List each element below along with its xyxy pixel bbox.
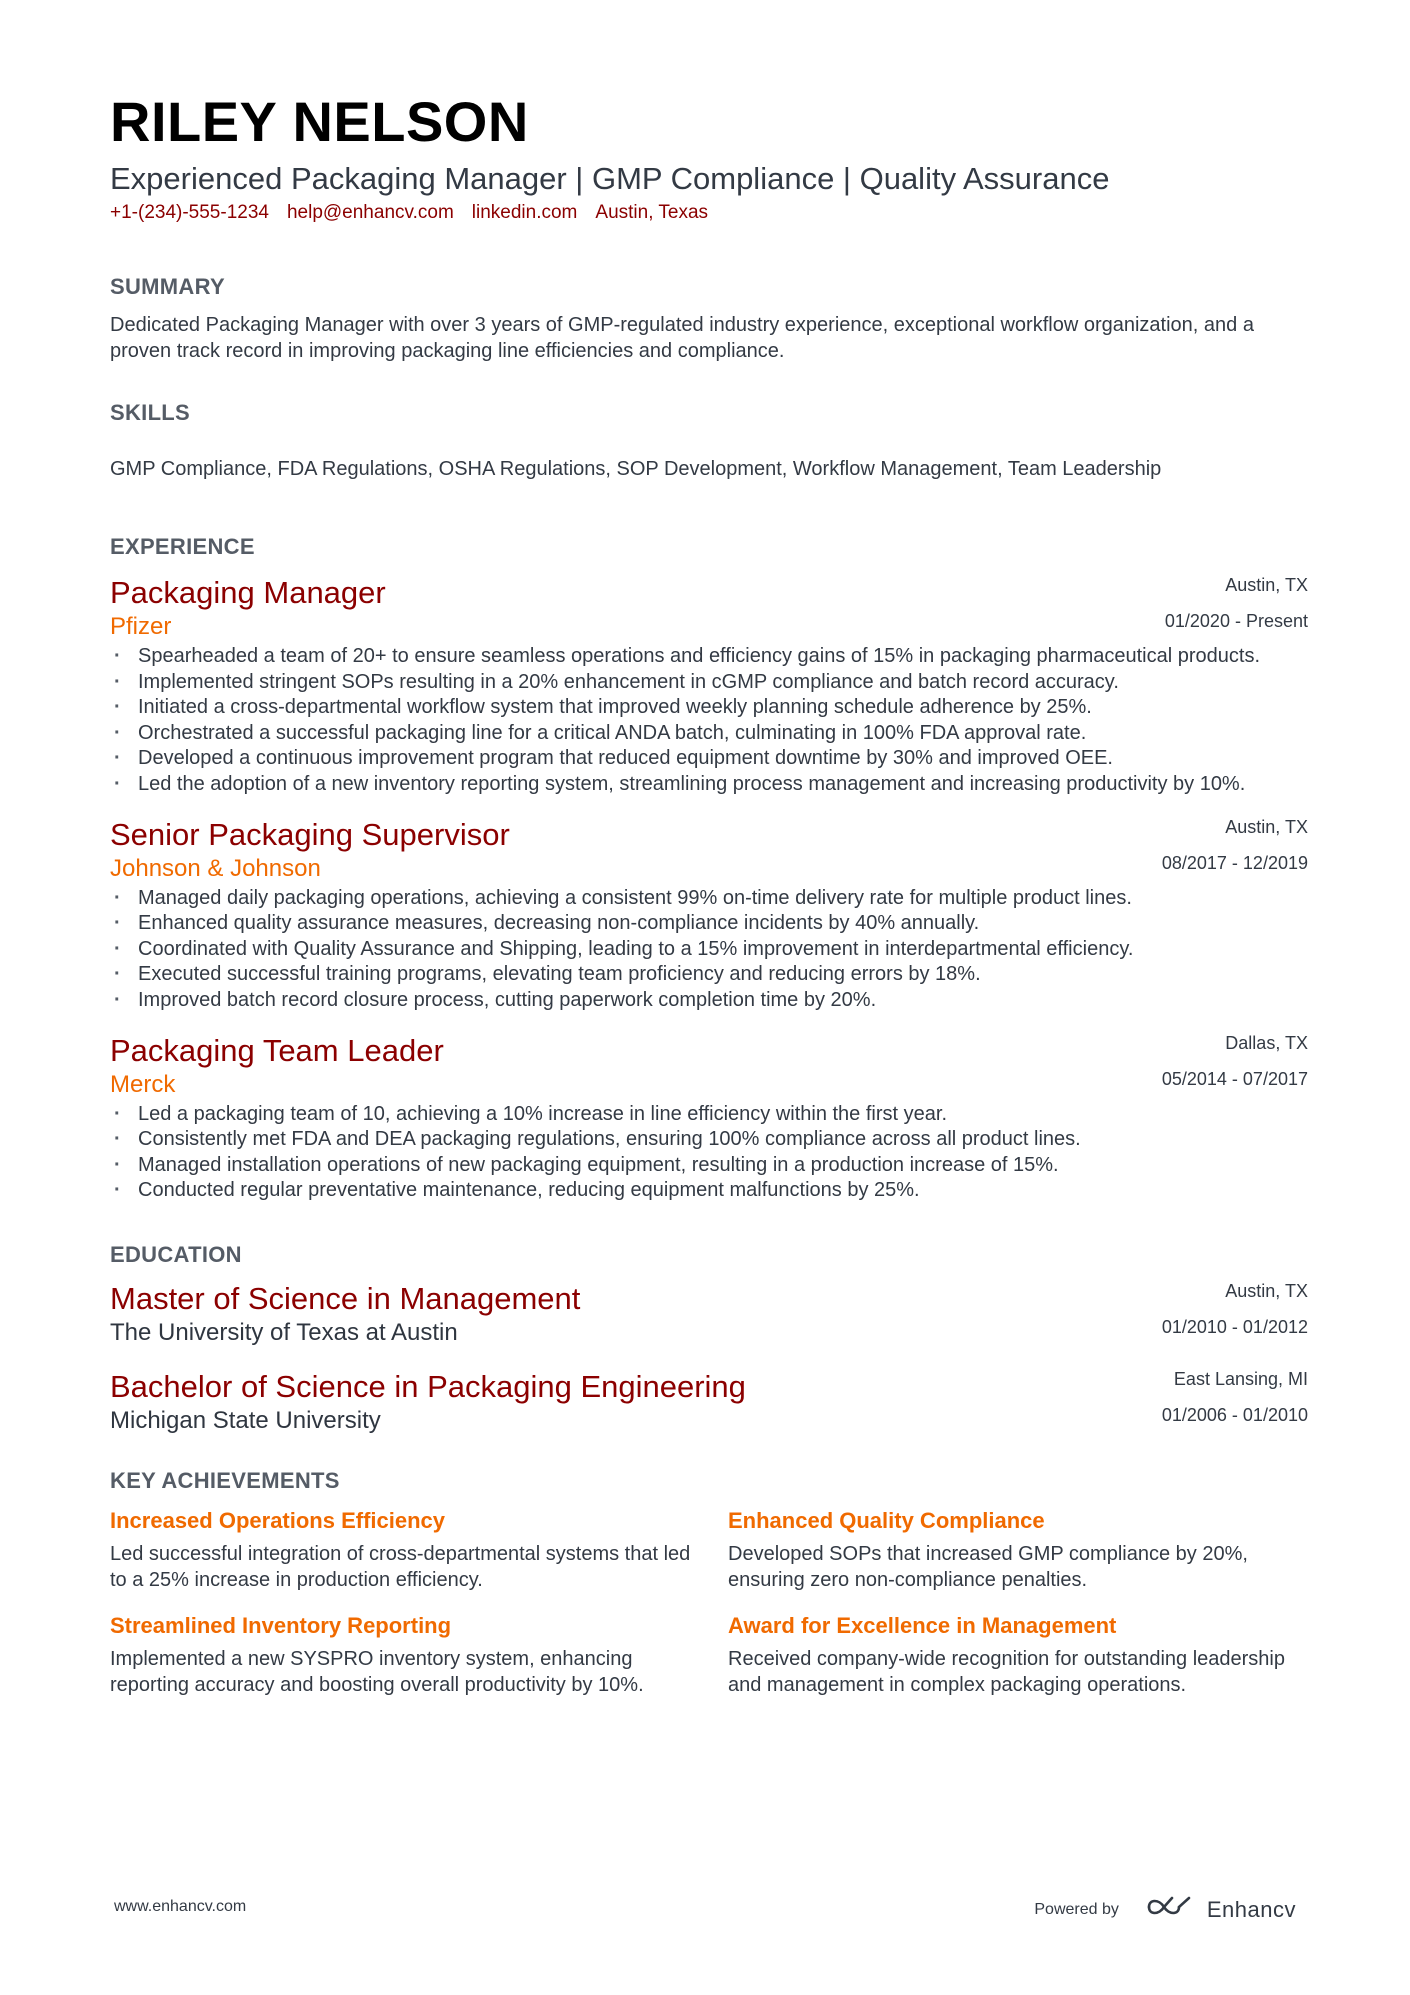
job-bullet: · Implemented stringent SOPs resulting in a 20% enhancement in cGMP compliance and batch record accuracy. <box>110 670 1308 696</box>
contact-linkedin[interactable]: linkedin.com <box>471 202 578 224</box>
achievement-text: Received company-wide recognition for outstanding leadership and management in complex packaging operations. <box>728 1648 1285 1696</box>
job-bullet: · Improved batch record closure process, cutting paperwork completion time by 20%. <box>110 988 1308 1014</box>
candidate-name: RILEY NELSON <box>110 90 529 153</box>
achievement-text: Led successful integration of cross-departmental systems that led to a 25% increase in production efficiency. <box>110 1543 691 1591</box>
job-role: Packaging Team Leader <box>110 1032 444 1068</box>
job-company: Johnson & Johnson <box>110 854 321 882</box>
education-entry <box>110 1280 1308 1346</box>
education-school: The University of Texas at Austin <box>110 1319 458 1346</box>
job-bullet: · Led the adoption of a new inventory reporting system, streamlining process management and increasing productivity by 10%. <box>110 772 1308 798</box>
job-dates: 08/2017 - 12/2019 <box>1161 852 1308 873</box>
job-company: Pfizer <box>110 613 172 641</box>
job-role: Senior Packaging Supervisor <box>110 816 510 852</box>
job-location: Dallas, TX <box>1225 1032 1308 1053</box>
achievement-item <box>728 1506 1308 1593</box>
enhancv-brand-name: Enhancv <box>1206 1896 1296 1922</box>
job-role: Packaging Manager <box>110 575 386 611</box>
achievement-title: Streamlined Inventory Reporting <box>110 1613 452 1639</box>
education-degree: Master of Science in Management <box>110 1281 581 1316</box>
contact-location: Austin, Texas <box>595 202 709 224</box>
education-heading: EDUCATION <box>110 1242 242 1267</box>
education-entry <box>110 1368 1308 1434</box>
job-bullet: · Coordinated with Quality Assurance and Shipping, leading to a 15% improvement in interdepartmental efficiency. <box>110 937 1308 963</box>
achievement-text: Implemented a new SYSPRO inventory system, enhancing reporting accuracy and boosting overall productivity by 10%. <box>110 1648 644 1696</box>
achievement-title: Award for Excellence in Management <box>728 1613 1117 1639</box>
job-bullet: · Initiated a cross-departmental workflow system that improved weekly planning schedule adherence by 25%. <box>110 695 1308 721</box>
job-bullet: · Conducted regular preventative maintenance, reducing equipment malfunctions by 25%. <box>110 1178 1308 1204</box>
skills-heading: SKILLS <box>110 400 191 426</box>
job-location: Austin, TX <box>1225 816 1308 837</box>
job-company: Merck <box>110 1070 176 1098</box>
experience-section <box>110 534 1308 1204</box>
achievement-item <box>110 1611 728 1698</box>
job-bullets <box>110 644 1308 798</box>
job-bullet: · Executed successful training programs, elevating team proficiency and reducing errors by 18%. <box>110 962 1308 988</box>
job-entry <box>110 1032 1308 1204</box>
education-dates: 01/2006 - 01/2010 <box>1161 1405 1308 1425</box>
skills-section <box>110 400 1308 482</box>
contact-email[interactable]: help@enhancv.com <box>286 202 454 224</box>
job-bullet: · Managed installation operations of new packaging equipment, resulting in a production increase of 15%. <box>110 1153 1308 1179</box>
job-dates: 01/2020 - Present <box>1164 611 1308 632</box>
job-bullets <box>110 1102 1308 1204</box>
achievement-text: Developed SOPs that increased GMP compliance by 20%, ensuring zero non-compliance penalties. <box>728 1543 1248 1591</box>
job-entry <box>110 574 1308 798</box>
candidate-title: Experienced Packaging Manager | GMP Compliance | Quality Assurance <box>110 161 1110 196</box>
powered-by-label: Powered by <box>1034 1900 1119 1918</box>
achievements-section <box>110 1468 1308 1698</box>
job-bullet: · Managed daily packaging operations, achieving a consistent 99% on-time delivery rate for multiple product lines. <box>110 886 1308 912</box>
achievement-item <box>728 1611 1308 1698</box>
job-bullet: · Developed a continuous improvement program that reduced equipment downtime by 30% and improved OEE. <box>110 746 1308 772</box>
footer-branding <box>1034 1894 1296 1925</box>
achievement-title: Increased Operations Efficiency <box>110 1508 446 1533</box>
resume-page <box>110 90 1308 1698</box>
page-footer <box>114 1894 1308 1924</box>
achievements-heading: KEY ACHIEVEMENTS <box>110 1468 340 1493</box>
job-bullet: · Consistently met FDA and DEA packaging regulations, ensuring 100% compliance across all product lines. <box>110 1127 1308 1153</box>
education-location: East Lansing, MI <box>1173 1369 1308 1389</box>
education-location: Austin, TX <box>1225 1281 1308 1301</box>
summary-heading: SUMMARY <box>110 274 225 300</box>
achievement-title: Enhanced Quality Compliance <box>728 1508 1045 1533</box>
footer-website[interactable]: www.enhancv.com <box>114 1898 247 1915</box>
job-bullets <box>110 886 1308 1014</box>
education-school: Michigan State University <box>110 1407 381 1434</box>
contact-line <box>110 202 1308 224</box>
education-degree: Bachelor of Science in Packaging Engineering <box>110 1369 746 1404</box>
education-dates: 01/2010 - 01/2012 <box>1161 1317 1308 1337</box>
experience-heading: EXPERIENCE <box>110 534 255 560</box>
job-dates: 05/2014 - 07/2017 <box>1161 1068 1308 1089</box>
contact-phone: +1-(234)-555-1234 <box>110 202 269 224</box>
job-bullet: · Spearheaded a team of 20+ to ensure seamless operations and efficiency gains of 15% in packaging pharmaceutical products. <box>110 644 1308 670</box>
job-entry <box>110 816 1308 1014</box>
enhancv-logo-icon <box>1145 1894 1193 1925</box>
job-location: Austin, TX <box>1225 575 1308 596</box>
skills-text: GMP Compliance, FDA Regulations, OSHA Regulations, SOP Development, Workflow Management, Team Leadership <box>110 458 1162 481</box>
job-bullet: · Enhanced quality assurance measures, decreasing non-compliance incidents by 40% annually. <box>110 911 1308 937</box>
job-bullet: · Orchestrated a successful packaging line for a critical ANDA batch, culminating in 100% FDA approval rate. <box>110 721 1308 747</box>
summary-section <box>110 274 1308 364</box>
achievement-item <box>110 1506 728 1593</box>
job-bullet: · Led a packaging team of 10, achieving a 10% increase in line efficiency within the first year. <box>110 1102 1308 1128</box>
education-section <box>110 1242 1308 1434</box>
summary-text: Dedicated Packaging Manager with over 3 years of GMP-regulated industry experience, exceptional workflow organization, and a proven track record in improving packaging line efficiencies and compliance. <box>110 314 1254 363</box>
